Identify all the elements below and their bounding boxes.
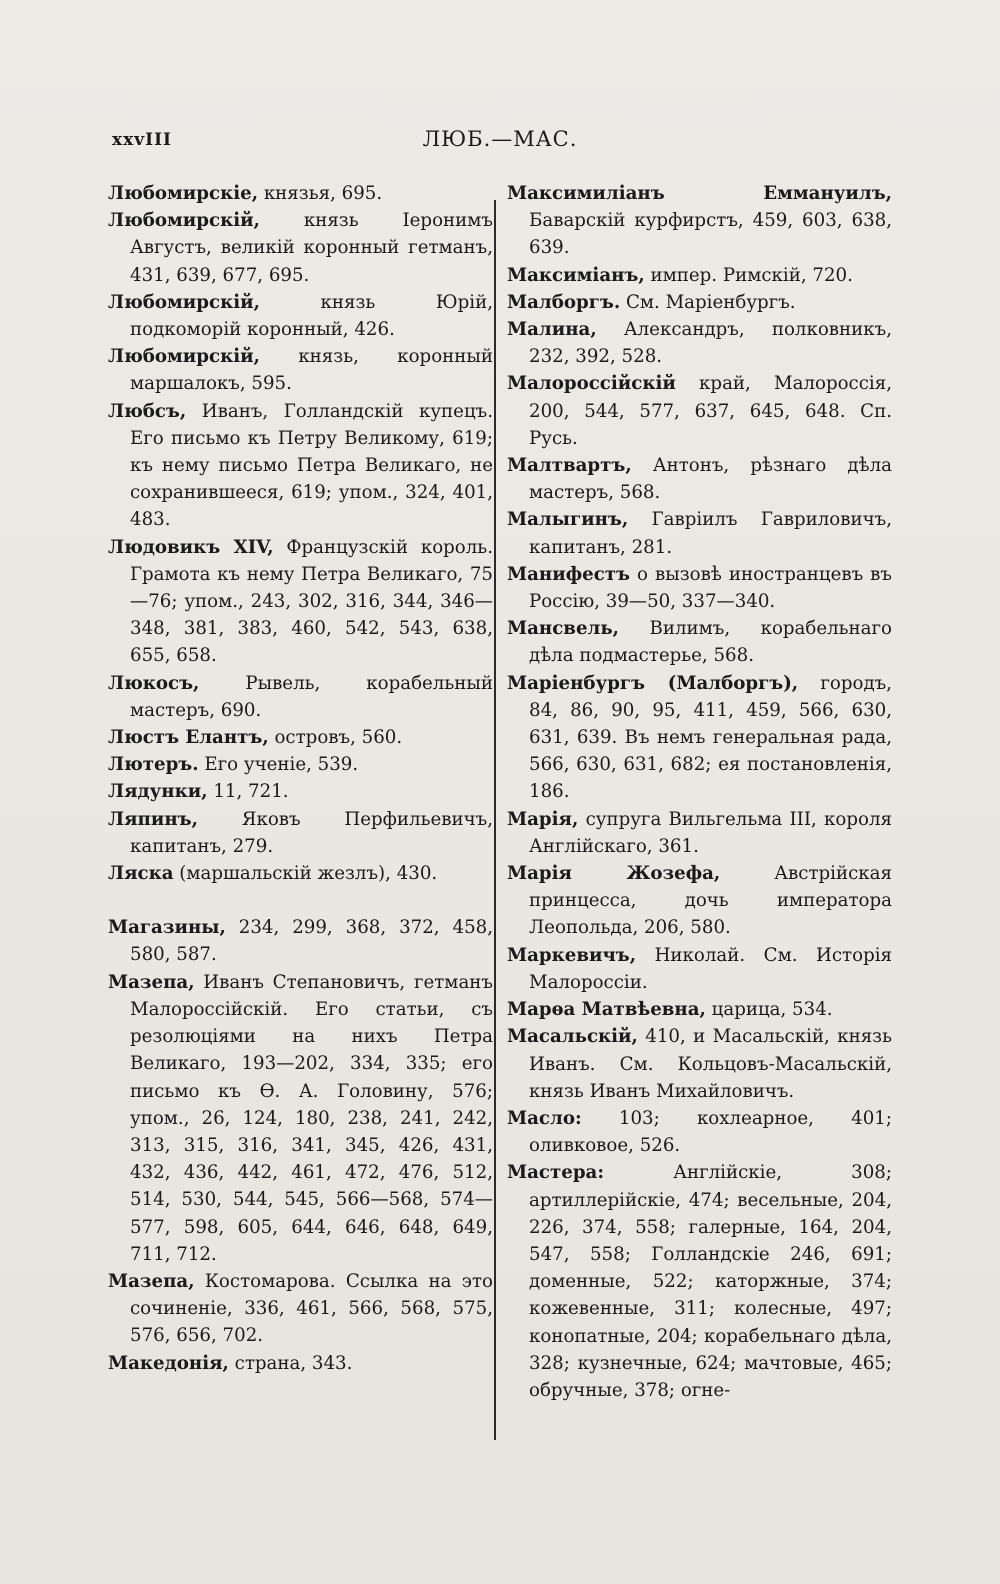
entry-headword: Люстъ Елантъ, [108,727,269,749]
column-divider [494,200,496,1440]
index-entry [507,262,892,289]
running-head: ЛЮБ.—МАС. [422,127,578,151]
index-entry [507,942,892,996]
index-entry [507,452,892,506]
index-entry [108,398,493,534]
entry-text: князь Юрій, подкоморій коронный, 426. [130,291,493,341]
entry-text: Костомарова. Ссылка на это сочиненіе, 336, 461, 566, 568, 575, 576, 656, 702. [130,1270,493,1347]
index-entry [108,1350,493,1377]
index-entry [108,778,493,805]
entry-text: Гавріилъ Гавриловичъ, капитанъ, 281. [529,509,892,558]
index-entry [108,207,493,289]
index-entry [108,751,493,778]
index-entry [507,670,892,806]
index-entry [108,534,493,670]
entry-text: Австрійская принцесса, дочь императора Леопольда, 206, 580. [529,863,892,939]
index-entry [507,806,892,860]
index-entry [507,506,892,560]
index-entry [108,969,493,1268]
entry-headword: Ляпинъ, [108,808,198,830]
entry-text: островъ, 560. [268,727,403,749]
entry-headword: Малборгъ. [507,291,621,313]
entry-text: импер. Римскій, 720. [644,264,853,286]
entry-text: царица, 534. [705,999,833,1021]
index-entry [108,343,493,397]
entry-text: князь Іеронимъ Августъ, великій коронный гетманъ, 431, 639, 677, 695. [130,210,493,286]
entry-text: Николай. См. Исторія Малороссіи. [529,944,892,993]
entry-text: (маршальскій жезлъ), 430. [173,863,438,885]
index-entry [507,1023,892,1105]
entry-headword: Манифестъ [507,563,630,585]
entry-text: 234, 299, 368, 372, 458, 580, 587. [130,917,493,966]
page-number: xxvIII [112,130,173,150]
entry-text: супруга Вильгельма III, короля Англійскаго, 361. [529,808,892,857]
entry-headword: Маркевичъ, [507,944,637,966]
entry-headword: Людовикъ XIV, [108,536,274,558]
entry-text: Иванъ, Голландскій купецъ. Его письмо къ Петру Великому, 619; къ нему письмо Петра Великаго, не сохранившееся, 619; упом., 324, 401, 483. [130,400,493,531]
entry-headword: Марѳа Матвѣевна, [507,999,706,1021]
entry-headword: Лютеръ. [108,754,199,776]
entry-text: Рывель, корабельный мастеръ, 690. [130,672,493,721]
entry-text: 410, и Масальскій, князь Иванъ. См. Кольцовъ-Масальскій, князь Иванъ Михайловичъ. [529,1026,892,1102]
index-entry [507,1105,892,1159]
entry-text: Яковъ Перфильевичъ, капитанъ, 279. [130,808,493,857]
entry-text: 11, 721. [207,781,289,803]
entry-headword: Масальскій, [507,1026,638,1048]
entry-headword: Максиміанъ, [507,264,645,286]
index-entry [108,724,493,751]
right-column [507,180,892,1404]
entry-text: Иванъ Степановичъ, гетманъ Малороссійскій. Его статьи, съ резолюціями на нихъ Петра Великаго, 193—202, 334, 335; его письмо къ Ѳ. А. Головину, 576; упом., 26, 124, 180, 238, 241, 242, 313, 315, 316, 341, 345, 426, 431, 432, 436, 442, 461, 472, 476, 512, 514, 530, 544, 545, 566—568, 574—577, 598, 605, 644, 646, 648, 649, 711, 712. [130,971,493,1265]
entry-headword: Масло: [507,1107,582,1129]
entry-text: страна, 343. [228,1352,353,1374]
index-entry [108,1268,493,1350]
entry-text: о вызовѣ иностранцевъ въ Россію, 39—50, 337—340. [529,563,892,613]
index-entry [108,860,493,887]
index-entry [507,1159,892,1404]
entry-headword: Мазепа, [108,1270,195,1292]
index-entry [507,289,892,316]
entry-text: Англійскіе, 308; артиллерійскіе, 474; весельные, 204, 226, 374, 558; галерные, 164, 204, 547, 558; Голландскіе 246, 691; доменные, 522; каторжные, 374; кожевенные, 311; колесные, 497; конопатные, 204; корабельнаго дѣла, 328; кузнечные, 624; мачтовые, 465; обручные, 378; огне- [529,1162,892,1401]
entry-text: городъ, 84, 86, 90, 95, 411, 459, 566, 630, 631, 639. Въ немъ генеральная рада, 566, 630, 631, 682; ея постановленія, 186. [529,672,892,803]
index-entry [507,316,892,370]
entry-headword: Малыгинъ, [507,509,629,531]
entry-headword: Максимиліанъ Еммануилъ, [507,183,892,204]
entry-headword: Лядунки, [108,781,208,803]
entry-headword: Любомирскіе, [108,183,259,204]
entry-headword: Мастера: [507,1162,605,1184]
index-entry [507,561,892,615]
index-entry [108,670,493,724]
entry-headword: Ляска [108,863,174,885]
left-column [108,180,493,1377]
entry-text: См. Маріенбургъ. [620,291,796,313]
entry-headword: Любомирскій, [108,346,260,368]
index-entry [507,615,892,669]
entry-headword: Малтвартъ, [507,455,632,477]
entry-headword: Любомирскій, [108,291,260,313]
index-entry [507,996,892,1023]
entry-text: край, Малороссія, 200, 544, 577, 637, 645, 648. Сп. Русь. [529,373,892,449]
entry-headword: Мансвель, [507,618,620,640]
entry-headword: Магазины, [108,917,226,939]
index-entry [507,370,892,452]
entry-headword: Малороссійскій [507,373,676,395]
entry-headword: Люкосъ, [108,672,200,694]
entry-headword: Любсъ, [108,400,187,422]
index-entry [507,180,892,262]
entry-text: князья, 695. [258,183,383,204]
entry-text: 103; кохлеарное, 401; оливковое, 526. [529,1107,892,1157]
index-entry [108,914,493,968]
entry-headword: Марія Жозефа, [507,863,721,885]
entry-headword: Малина, [507,319,597,341]
entry-text: Баварскій курфирстъ, 459, 603, 638, 639. [529,210,892,259]
index-entry [108,180,493,207]
index-entry [507,860,892,942]
entry-text: Французскій король. Грамота къ нему Петра Великаго, 75—76; упом., 243, 302, 316, 344, 346—348, 381, 383, 460, 542, 543, 638, 655, 658. [130,536,493,667]
entry-text: Его ученіе, 539. [198,754,359,776]
entry-headword: Мазепа, [108,971,195,993]
entry-text: Антонъ, рѣзнаго дѣла мастеръ, 568. [529,455,892,504]
entry-headword: Любомирскій, [108,210,260,232]
entry-headword: Македонія, [108,1352,229,1374]
entry-text: Александръ, полковникъ, 232, 392, 528. [529,319,892,368]
entry-text: Вилимъ, корабельнаго дѣла подмастерье, 568. [529,618,892,667]
entry-headword: Маріенбургъ (Малборгъ), [507,672,799,694]
entry-text: князь, коронный маршалокъ, 595. [130,346,493,395]
index-entry [108,806,493,860]
entry-headword: Марія, [507,808,579,830]
index-entry [108,289,493,343]
